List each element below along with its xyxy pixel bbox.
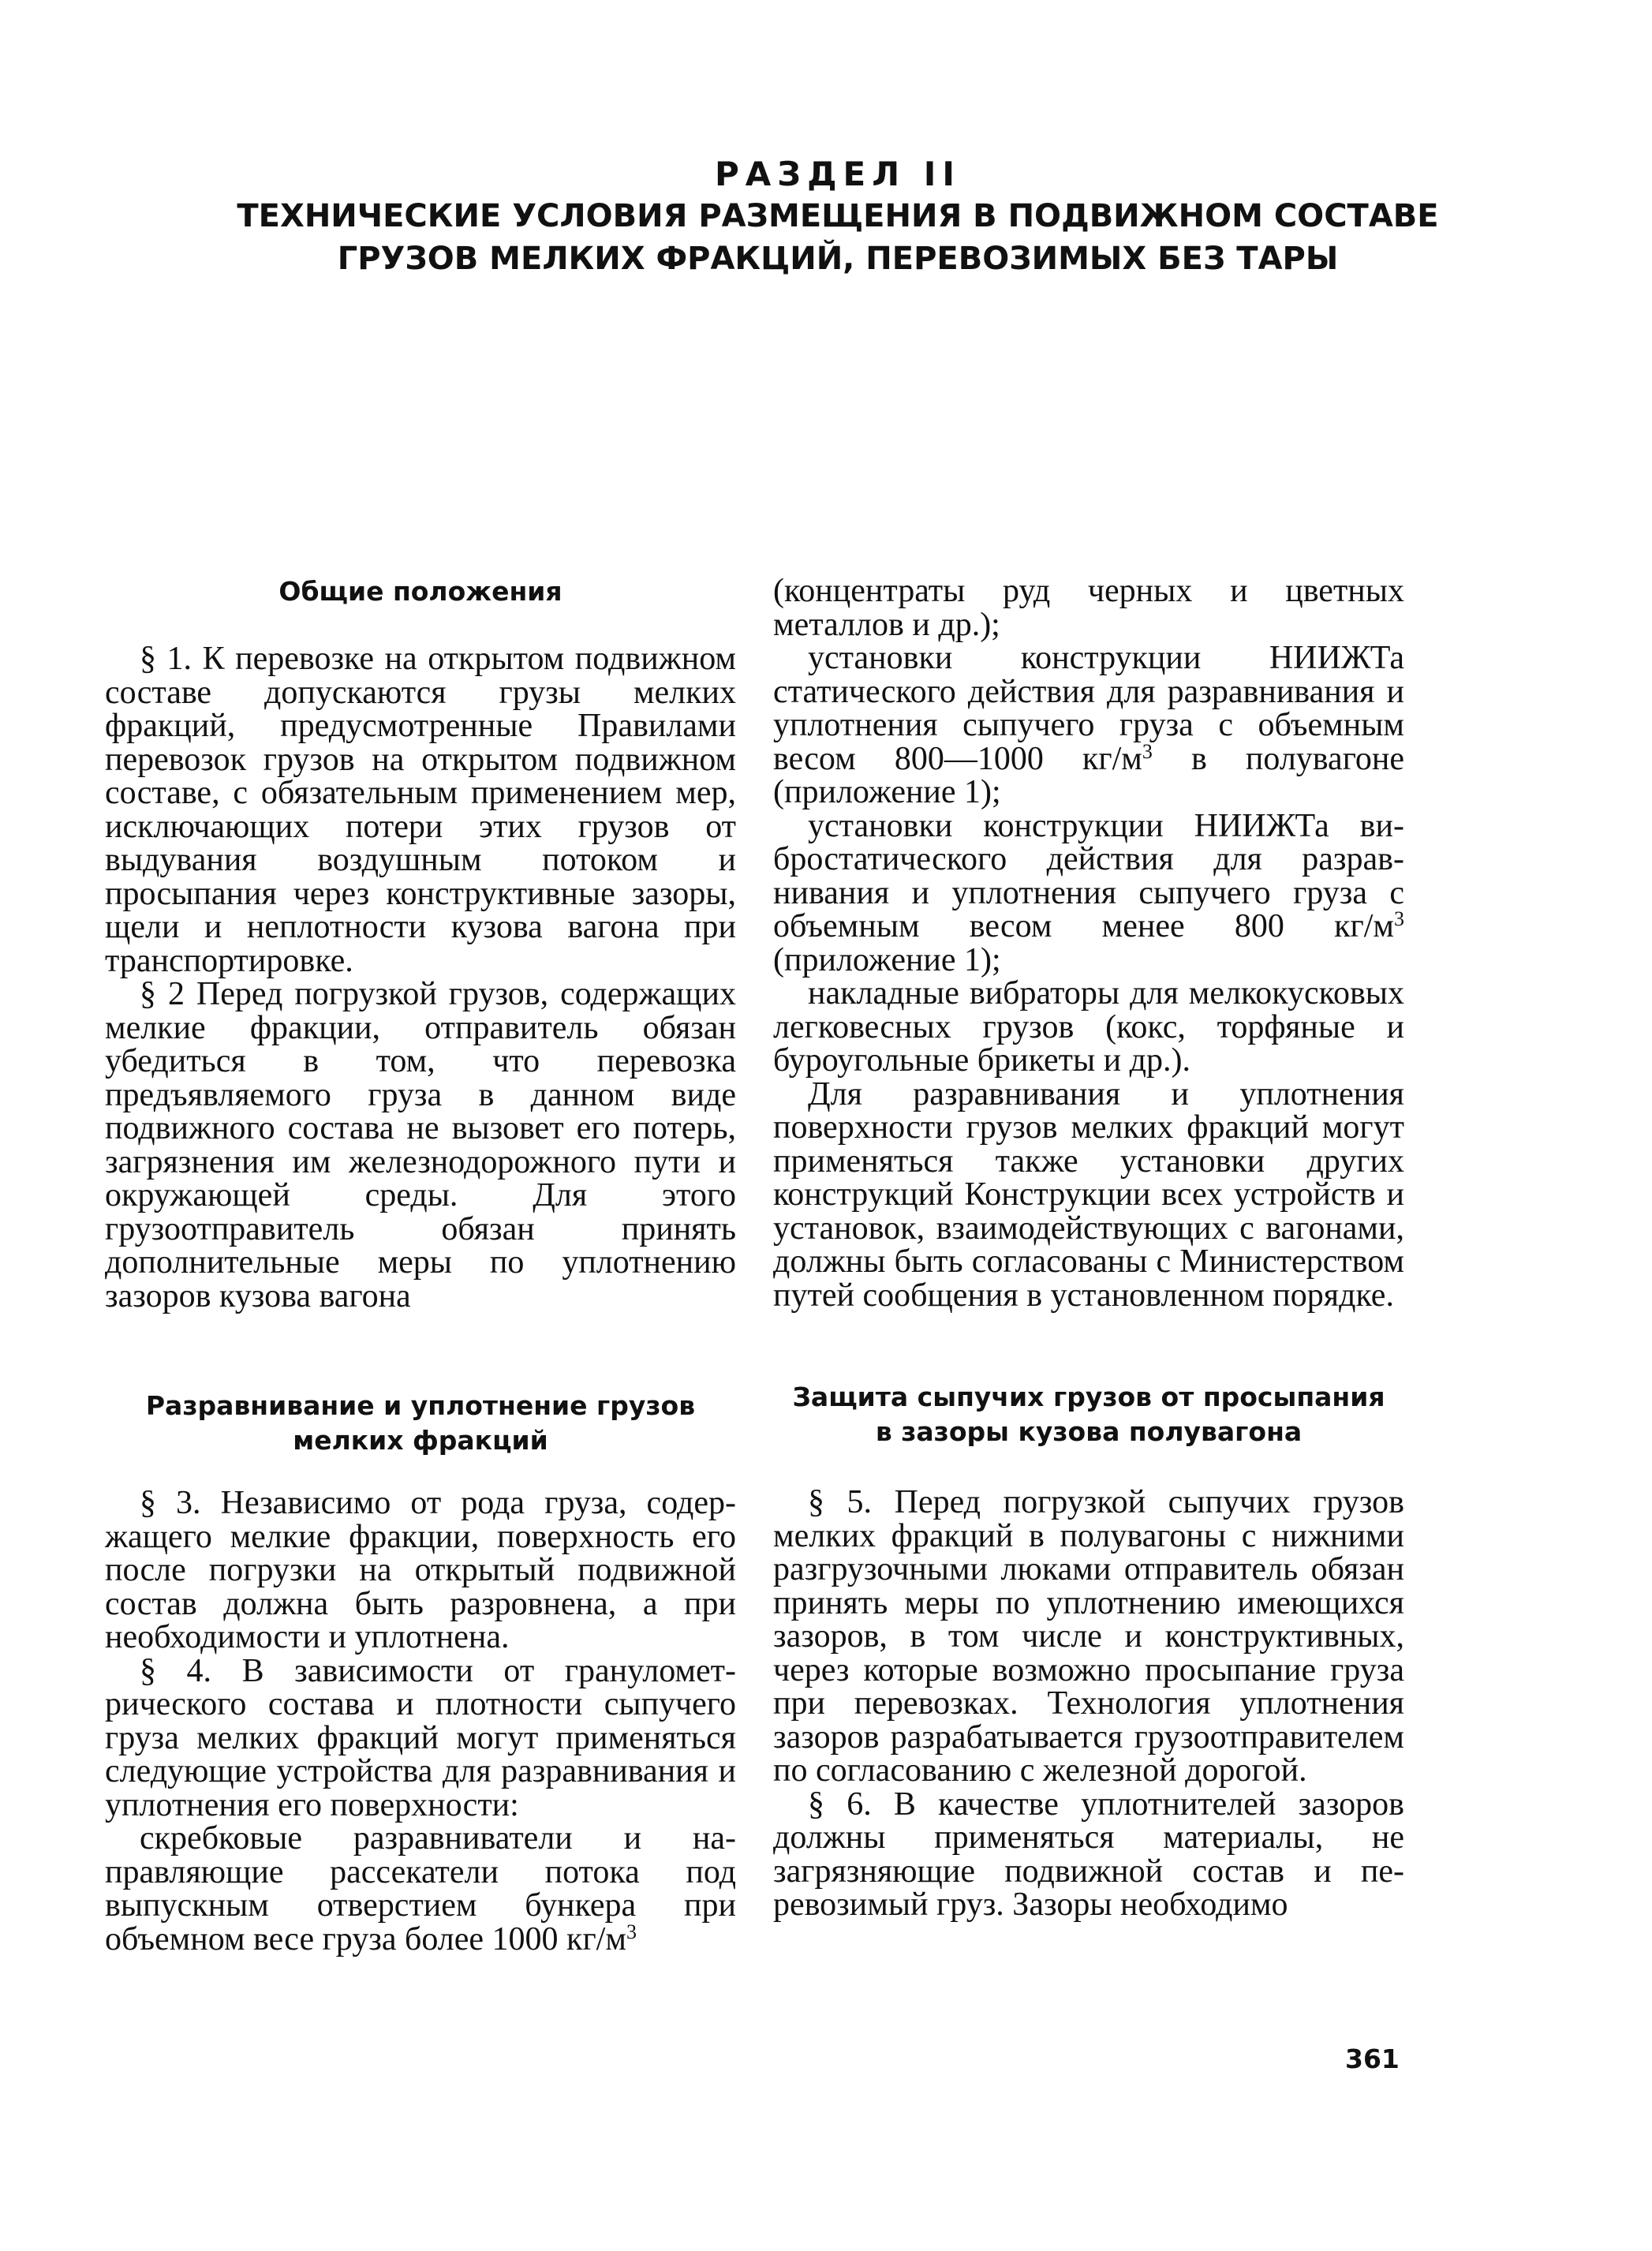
paragraph-other-devices: Для разравнивания и уплотнения поверхности грузов мелких фракций могут применяться также установки других конструкций Конструкции всех устройств и установок, взаимодействующих с вагонами, должны быть согласованы с Министерством путей сообщения в установленном порядке. [773,1075,1404,1314]
paragraph-static-device-text: установки конструкции НИИЖТа статического действия для разравнивания и уплотнения сыпучего груза с объемным весом 800—1000 кг/м [773,640,1404,777]
paragraph-vibrostatic-device-tail: (приложение 1); [773,941,1001,978]
paragraph-static-device [773,641,1404,810]
superscript-3: 3 [1394,907,1404,930]
paragraph-continued: (концентраты руд черных и цветных металлов и др.); [773,573,1404,643]
section-label: РАЗДЕЛ II [715,155,961,193]
paragraph-4: § 4. В зависимости от гранулометрического состава и плотности сыпучего груза мелких фракций могут применяться следующие устройства для разравнивания и уплотнения его поверхности: [105,1652,736,1823]
section-title-line-2: ГРУЗОВ МЕЛКИХ ФРАКЦИЙ, ПЕРЕВОЗИМЫХ БЕЗ ТАРЫ [337,241,1339,277]
section-header [0,154,1652,280]
paragraph-vibrators: накладные вибраторы для мелкокусковых легковесных грузов (кокс, торфяные и буроугольные брикеты и др.). [773,975,1404,1079]
paragraph-1: § 1. К перевозке на открытом подвижном составе допускаются грузы мелких фракций, предусмотренные Правилами перевозок грузов на открытом подвижном составе, с обязательным применением мер, исключающих потери этих грузов от выдувания воздушным потоком и просыпания через конструктивные зазоры, щели и неплотности кузова вагона при транспортировке. [105,641,736,979]
heading-protection-line-1: Защита сыпучих грузов от просыпания [792,1382,1385,1412]
paragraph-vibrostatic-device [773,807,1404,978]
heading-leveling-line-2: мелких фракций [293,1425,548,1456]
superscript-3: 3 [626,1920,637,1943]
heading-protection-line-2: в зазоры кузова полувагона [875,1416,1303,1447]
paragraph-3: § 3. Независимо от рода груза, содержащего мелкие фракции, поверхность его после погрузки на открытый подвижной состав должна быть разровнена, а при необходимости и уплотнена. [105,1485,736,1655]
left-column [105,574,736,1956]
heading-leveling-compaction [105,1389,736,1458]
heading-general-provisions: Общие положения [278,576,563,607]
page-number: 361 [1345,2043,1400,2074]
paragraph-5 [105,1822,736,1956]
section-title-line-1: ТЕХНИЧЕСКИЕ УСЛОВИЯ РАЗМЕЩЕНИЯ В ПОДВИЖНОМ СОСТАВЕ [237,198,1439,234]
paragraph-static-device-tail: в полувагоне (приложение 1); [773,740,1405,810]
right-column [773,574,1404,1922]
heading-leveling-line-1: Разравнивание и уплотнение грузов [145,1390,696,1421]
paragraph-2: § 2 Перед погрузкой грузов, содержащих мелкие фракции, отправитель обязан убедиться в том, что перевозка предъявляемого груза в данном виде подвижного состава не вызовет его потерь, загрязнения им железнодорожного пути и окружающей среды. Для этого грузоотправитель обязан принять дополнительные меры по уплотнению зазоров кузова вагона [105,976,736,1314]
paragraph-vibrostatic-device-text: установки конструкции НИИЖТа вибростатического действия для разравнивания и уплотнения сыпучего груза с объемным весом менее 800 кг/м [773,807,1404,944]
paragraph-7: § 6. В качестве уплотнителей зазоров должны применяться материалы, не загрязняющие подвижной состав и перевозимый груз. Зазоры необходимо [773,1785,1404,1923]
heading-protection [773,1380,1404,1449]
paragraph-6: § 5. Перед погрузкой сыпучих грузов мелких фракций в полувагоны с нижними разгрузочными люками отправитель обязан принять меры по уплотнению имеющихся зазоров, в том числе и конструктивных, через которые возможно просыпание груза при перевозках. Технология уплотнения зазоров разрабатывается грузоотправителем по согласованию с железной дорогой. [773,1484,1404,1789]
superscript-3: 3 [1142,739,1153,763]
paragraph-5-text: скребковые разравниватели и направляющие рассекатели потока под выпускным отверстием бункера при объемном весе груза более 1000 кг/м [105,1820,736,1957]
